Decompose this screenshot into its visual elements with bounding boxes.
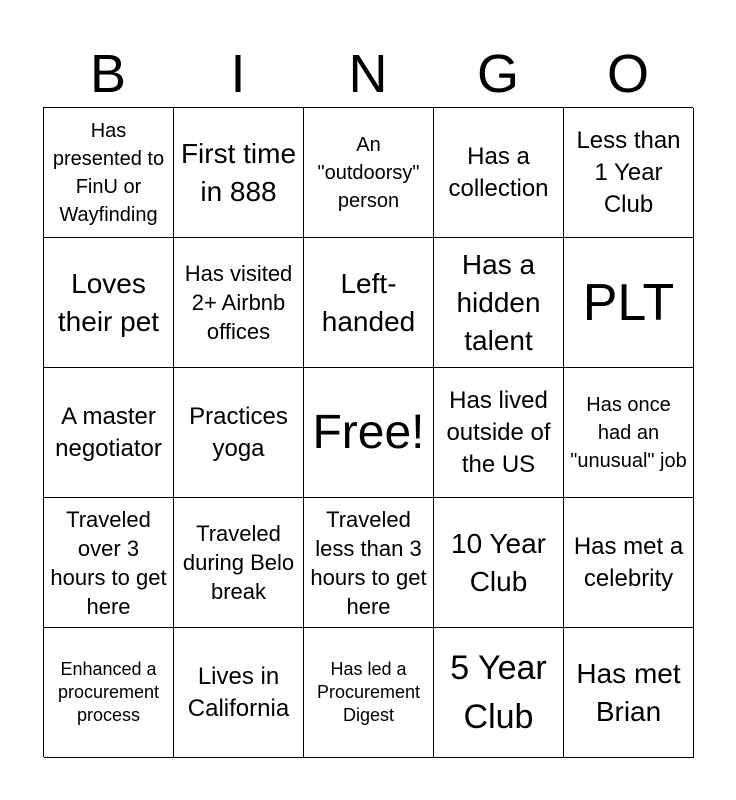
bingo-cell[interactable] <box>564 108 694 238</box>
bingo-cell[interactable] <box>174 108 304 238</box>
header-letter-b: B <box>89 44 127 104</box>
bingo-cell[interactable] <box>434 498 564 628</box>
cell-text: Has a collection <box>448 142 549 202</box>
bingo-cell[interactable] <box>174 498 304 628</box>
bingo-cell[interactable] <box>434 238 564 368</box>
bingo-cell[interactable] <box>434 628 564 758</box>
cell-text: Left-handed <box>321 267 416 337</box>
cell-text: Has met Brian <box>576 657 681 727</box>
bingo-grid <box>43 107 693 757</box>
bingo-cell[interactable] <box>44 628 174 758</box>
cell-text: An "outdoorsy" person <box>317 133 420 212</box>
cell-text: Has led a Procurement Digest <box>316 659 421 725</box>
cell-text: Has once had an "unusual" job <box>570 393 687 472</box>
bingo-cell[interactable] <box>304 108 434 238</box>
free-space-cell[interactable] <box>304 368 434 498</box>
bingo-cell[interactable] <box>304 628 434 758</box>
cell-text: Lives in California <box>187 662 290 722</box>
header-letter-n: N <box>348 44 388 104</box>
cell-text: Traveled less than 3 hours to get here <box>310 506 427 619</box>
cell-text: Has presented to FinU or Wayfinding <box>52 119 165 226</box>
bingo-cell[interactable] <box>174 238 304 368</box>
bingo-cell[interactable] <box>174 368 304 498</box>
cell-text: Has a hidden talent <box>456 248 541 356</box>
cell-text: Practices yoga <box>189 402 288 462</box>
bingo-header <box>43 40 693 108</box>
bingo-cell[interactable] <box>44 108 174 238</box>
cell-text: 10 Year Club <box>451 527 546 597</box>
bingo-cell[interactable] <box>174 628 304 758</box>
bingo-cell[interactable] <box>564 628 694 758</box>
bingo-cell[interactable] <box>44 368 174 498</box>
cell-text: Less than 1 Year Club <box>576 126 681 218</box>
bingo-cell[interactable] <box>44 498 174 628</box>
cell-text: A master negotiator <box>55 402 162 462</box>
cell-text: Loves their pet <box>57 267 160 337</box>
bingo-cell[interactable] <box>44 238 174 368</box>
header-letter-o: O <box>606 44 649 104</box>
bingo-cell[interactable] <box>434 368 564 498</box>
cell-text: Has visited 2+ Airbnb offices <box>184 261 293 344</box>
cell-text: Traveled over 3 hours to get here <box>50 506 167 619</box>
header-letter-g: G <box>476 44 519 104</box>
cell-text: Has met a celebrity <box>573 532 684 592</box>
cell-text: Enhanced a procurement process <box>57 659 160 725</box>
bingo-cell[interactable] <box>564 368 694 498</box>
cell-text: Traveled during Belo break <box>182 521 295 604</box>
bingo-cell[interactable] <box>564 498 694 628</box>
cell-text: PLT <box>582 273 675 332</box>
bingo-cell[interactable] <box>564 238 694 368</box>
cell-text: 5 Year Club <box>450 648 547 736</box>
free-space-text: Free! <box>312 405 425 459</box>
bingo-cell[interactable] <box>304 238 434 368</box>
cell-text: First time in 888 <box>180 137 297 207</box>
cell-text: Has lived outside of the US <box>446 386 551 478</box>
header-letter-i: I <box>230 44 246 104</box>
bingo-cell[interactable] <box>304 498 434 628</box>
bingo-cell[interactable] <box>434 108 564 238</box>
